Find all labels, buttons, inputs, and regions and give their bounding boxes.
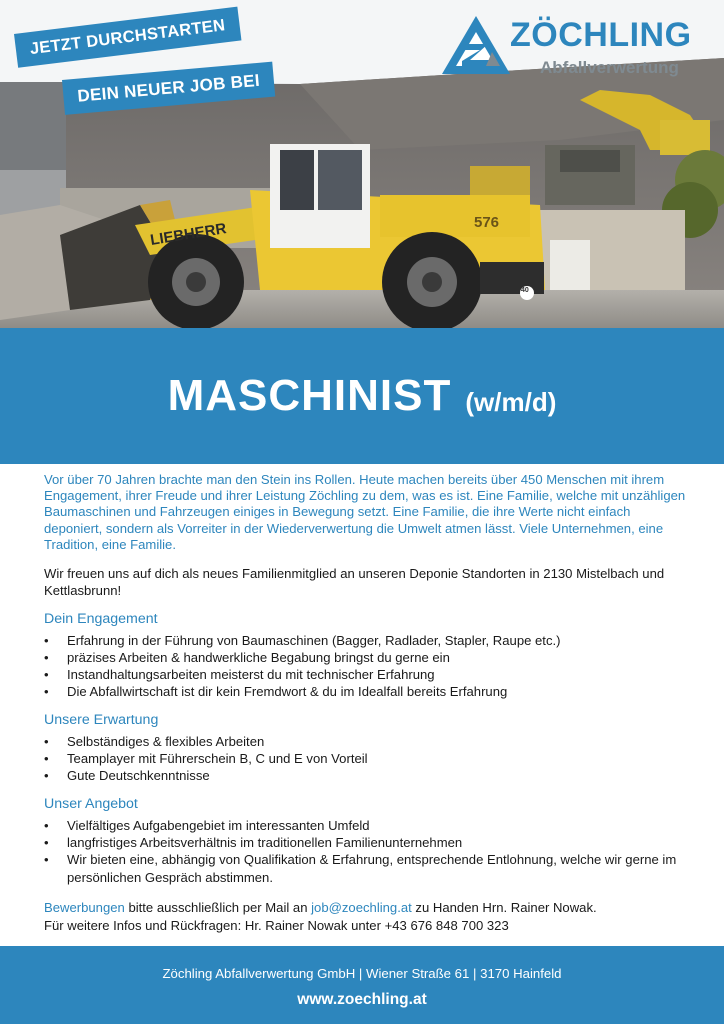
footer <box>0 946 724 1024</box>
website-link[interactable]: www.zoechling.at <box>297 991 427 1008</box>
section-engagement <box>44 611 690 700</box>
list-item: • Teamplayer mit Führerschein B, C und E von Vorteil <box>44 750 690 767</box>
application-line <box>44 899 690 917</box>
bullet-list <box>44 817 690 887</box>
email-link[interactable]: job@zoechling.at <box>311 900 412 916</box>
bullet-list <box>44 733 690 784</box>
company-logo[interactable] <box>440 14 710 80</box>
logo-subtitle: Abfallverwertung <box>540 58 679 77</box>
job-title-band <box>0 328 724 464</box>
list-item: • Selbständiges & flexibles Arbeiten <box>44 733 690 750</box>
info-phone-line: Für weitere Infos und Rückfragen: Hr. Rainer Nowak unter +43 676 848 700 323 <box>44 918 509 934</box>
contact-info <box>44 899 690 935</box>
loader-model-text: 576 <box>474 214 500 231</box>
logo-triangle-icon <box>440 14 512 76</box>
list-item: • präzises Arbeiten & handwerkliche Begabung bringst du gerne ein <box>44 649 690 666</box>
list-item: • Gute Deutschkenntnisse <box>44 767 690 784</box>
section-heading: Unser Angebot <box>44 796 138 813</box>
loader-number-text: 40 <box>521 287 529 294</box>
loader-brand-text: LIEBHERR <box>149 220 228 249</box>
banner-jetzt-durchstarten: JETZT DURCHSTARTEN <box>14 7 241 68</box>
section-heading: Unsere Erwartung <box>44 712 159 729</box>
section-erwartung <box>44 712 690 784</box>
application-recipient: zu Handen Hrn. Rainer Nowak. <box>411 900 597 916</box>
list-item: • Instandhaltungsarbeiten meisterst du mit technischer Erfahrung <box>44 666 690 683</box>
bullet-list <box>44 632 690 700</box>
section-angebot <box>44 796 690 887</box>
list-item: • Erfahrung in der Führung von Baumaschinen (Bagger, Radlader, Stapler, Raupe etc.) <box>44 632 690 649</box>
application-label: Bewerbungen <box>44 900 125 916</box>
list-item: • Vielfältiges Aufgabengebiet im interessanten Umfeld <box>44 817 690 834</box>
job-description <box>44 472 690 935</box>
welcome-paragraph: Wir freuen uns auf dich als neues Familienmitglied an unseren Deponie Standorten in 2130 Mistelbach und Kettlasbrunn! <box>44 566 665 599</box>
list-item: • Die Abfallwirtschaft ist dir kein Fremdwort & du im Idealfall bereits Erfahrung <box>44 683 690 700</box>
job-title-suffix: (w/m/d) <box>465 386 557 417</box>
footer-address: Zöchling Abfallverwertung GmbH | Wiener Straße 61 | 3170 Hainfeld <box>162 966 562 981</box>
intro-paragraph: Vor über 70 Jahren brachte man den Stein ins Rollen. Heute machen bereits über 450 Menschen mit ihrem Engagement, ihrer Freude und ihrer Leistung Zöchling zu dem, was es ist. Eine Familie, welche mit unzähligen Baumaschinen und Fahrzeugen einiges in Bewegung setzt. Eine Familie, die ihre Werte nicht einfach deponiert, sondern als Vorreiter in der Wiederverwertung die Umwelt atmen lässt. Viele Unternehmen, eine Tradition, eine Familie. <box>44 472 686 552</box>
job-title: MASCHINIST <box>167 371 452 420</box>
section-heading: Dein Engagement <box>44 611 158 628</box>
hero-section <box>0 0 724 330</box>
list-item: • Wir bieten eine, abhängig von Qualifikation & Erfahrung, entsprechende Entlohnung, welche wir gerne im persönlichen Gespräch abstimmen. <box>44 851 690 887</box>
list-item: • langfristiges Arbeitsverhältnis im traditionellen Familienunternehmen <box>44 834 690 851</box>
application-text: bitte ausschließlich per Mail an <box>124 900 312 916</box>
logo-name: ZÖCHLING <box>510 16 692 54</box>
banner-dein-neuer-job: DEIN NEUER JOB BEI <box>62 62 275 115</box>
